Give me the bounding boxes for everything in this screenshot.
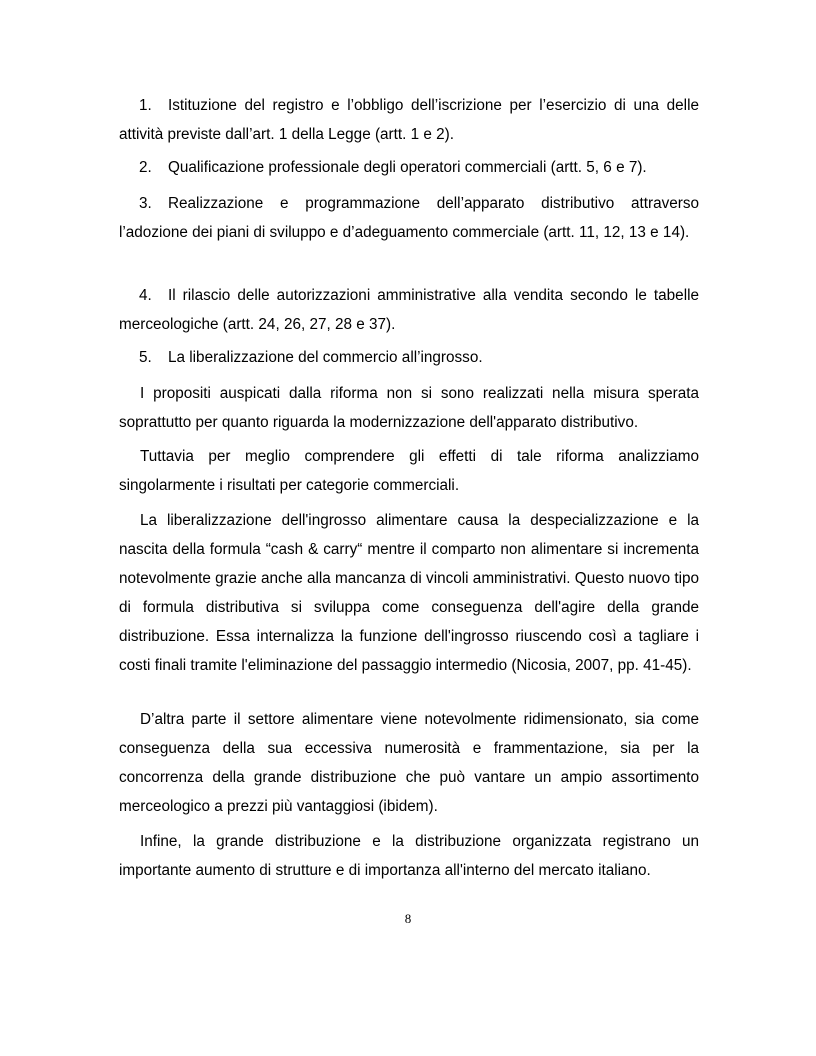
list-item [119,91,699,149]
list-item-number: 1. [139,97,152,114]
list-item-text: Qualificazione professionale degli operatori commerciali (artt. 5, 6 e 7). [168,159,647,176]
body-paragraph: I propositi auspicati dalla riforma non si sono realizzati nella misura sperata soprattutto per quanto riguarda la modernizzazione dell'apparato distributivo. [119,385,699,431]
list-item [119,343,699,372]
body-paragraph: Tuttavia per meglio comprendere gli effetti di tale riforma analizziamo singolarmente i risultati per categorie commerciali. [119,448,699,494]
list-item-text: Realizzazione e programmazione dell’apparato distributivo attraverso l’adozione dei piani di sviluppo e d’adeguamento commerciale (artt. 11, 12, 13 e 14). [119,195,699,241]
list-item-text: La liberalizzazione del commercio all’ingrosso. [168,349,483,366]
list-item-text: Istituzione del registro e l’obbligo dell’iscrizione per l’esercizio di una delle attività previste dall’art. 1 della Legge (artt. 1 e 2). [119,97,699,143]
body-paragraph: La liberalizzazione dell'ingrosso alimentare causa la despecializzazione e la nascita della formula “cash & carry“ mentre il comparto non alimentare si incrementa notevolmente grazie anche alla mancanza di vincoli amministrativi. Questo nuovo tipo di formula distributiva si sviluppa come conseguenza dell'agire della grande distribuzione. Essa internalizza la funzione dell'ingrosso riuscendo così a tagliare i costi finali tramite l'eliminazione del passaggio intermedio (Nicosia, 2007, pp. 41-45). [119,512,699,674]
page-number: 8 [404,911,412,926]
list-item [119,189,699,247]
list-item-number: 2. [139,159,152,176]
list-item-text: Il rilascio delle autorizzazioni amministrative alla vendita secondo le tabelle merceologiche (artt. 24, 26, 27, 28 e 37). [119,287,699,333]
list-item-number: 3. [139,195,152,212]
list-item [119,153,699,182]
list-item-number: 4. [139,287,152,304]
body-paragraph: Infine, la grande distribuzione e la distribuzione organizzata registrano un importante aumento di strutture e di importanza all'interno del mercato italiano. [119,833,699,879]
body-paragraph: D’altra parte il settore alimentare viene notevolmente ridimensionato, sia come conseguenza della sua eccessiva numerosità e frammentazione, sia per la concorrenza della grande distribuzione che può vantare un ampio assortimento merceologico a prezzi più vantaggiosi (ibidem). [119,711,699,815]
list-item [119,281,699,339]
list-item-number: 5. [139,349,152,366]
